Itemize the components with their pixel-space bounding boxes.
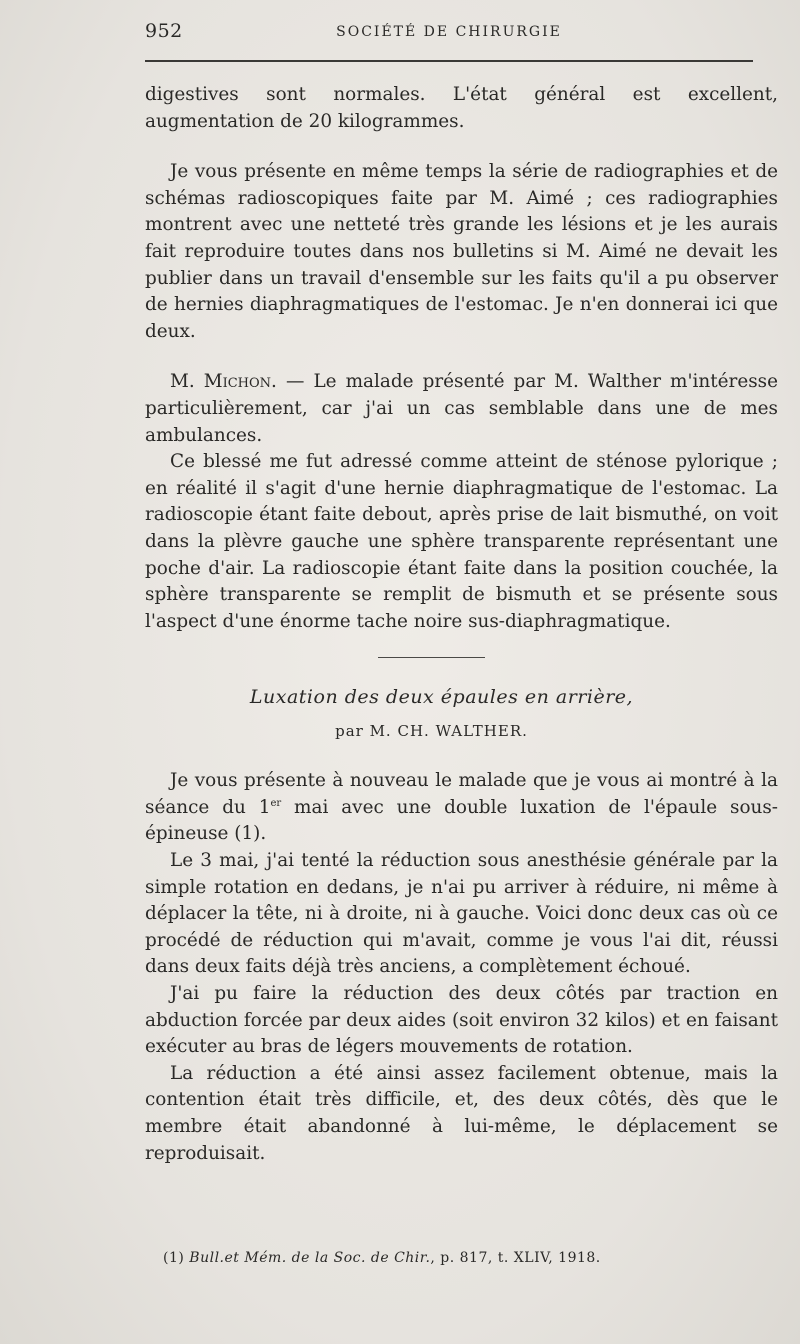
paragraph-3 xyxy=(145,369,778,449)
article-paragraph-2: Le 3 mai, j'ai tenté la réduction sous anesthésie générale par la simple rotation en dedans, je n'ai pu arriver à réduire, ni même à déplacer la tête, ni à droite, ni à gauche. Voici donc deux cas où ce procédé de réduction qui m'avait, comme je vous l'ai dit, réussi dans deux faits déjà très anciens, a complètement échoué. xyxy=(145,850,778,978)
article-paragraph-4: La réduction a été ainsi assez facilement obtenue, mais la contention était très difficile, et, des deux côtés, dès que le membre était abandonné à lui-même, le déplacement se reproduisait. xyxy=(145,1062,778,1164)
page-number: 952 xyxy=(145,20,183,42)
article-paragraph-1-end: mai avec une double luxation de l'épaule sous-épineuse (1). xyxy=(145,796,779,845)
header-rule xyxy=(145,60,753,62)
footnote xyxy=(163,1250,601,1266)
paragraph-1: digestives sont normales. L'état général est excellent, augmentation de 20 kilogrammes. xyxy=(145,84,778,132)
body-text xyxy=(145,82,778,1167)
speaker-name: M. Michon. xyxy=(170,371,277,393)
article-byline: par M. CH. WALTHER. xyxy=(335,722,528,741)
article-paragraph-1 xyxy=(145,768,778,848)
footnote-marker: (1) xyxy=(163,1250,190,1266)
article-paragraph-1-start: Je vous présente à nouveau le malade que je vous ai montré à la séance du 1 xyxy=(145,770,778,818)
superscript-er: er xyxy=(270,797,282,809)
article-paragraph-3: J'ai pu faire la réduction des deux côtés par traction en abduction forcée par deux aides (soit environ 32 kilos) et en faisant exécuter au bras de légers mouvements de rotation. xyxy=(145,983,778,1058)
paragraph-3-text: — Le malade présenté par M. Walther m'intéresse particulièrement, car j'ai un cas semblable dans une de mes ambulances. xyxy=(145,371,778,446)
footnote-reference: , p. 817, t. XLIV, 1918. xyxy=(430,1250,601,1266)
paragraph-2: Je vous présente en même temps la série de radiographies et de schémas radioscopiques faite par M. Aimé ; ces radiographies montrent avec une netteté très grande les lésions et je les aurais fait reproduire toutes dans nos bulletins si M. Aimé ne devait les publier dans un travail d'ensemble sur les faits qu'il a pu observer de hernies diaphragmatiques de l'estomac. Je n'en donnerai ici que deux. xyxy=(145,161,778,342)
running-title: SOCIÉTÉ DE CHIRURGIE xyxy=(336,24,562,40)
section-divider xyxy=(378,657,485,658)
footnote-source: Bull.et Mém. de la Soc. de Chir. xyxy=(189,1250,431,1266)
paragraph-4: Ce blessé me fut adressé comme atteint de sténose pylorique ; en réalité il s'agit d'une hernie diaphragmatique de l'estomac. La radioscopie étant faite debout, après prise de lait bismuthé, on voit dans la plèvre gauche une sphère transparente représentant une poche d'air. La radioscopie étant faite dans la position couchée, la sphère transparente se remplit de bismuth et se présente sous l'aspect d'une énorme tache noire sus-diaphragmatique. xyxy=(145,451,778,632)
page-header xyxy=(145,20,753,46)
article-title: Luxation des deux épaules en arrière, xyxy=(249,686,634,709)
